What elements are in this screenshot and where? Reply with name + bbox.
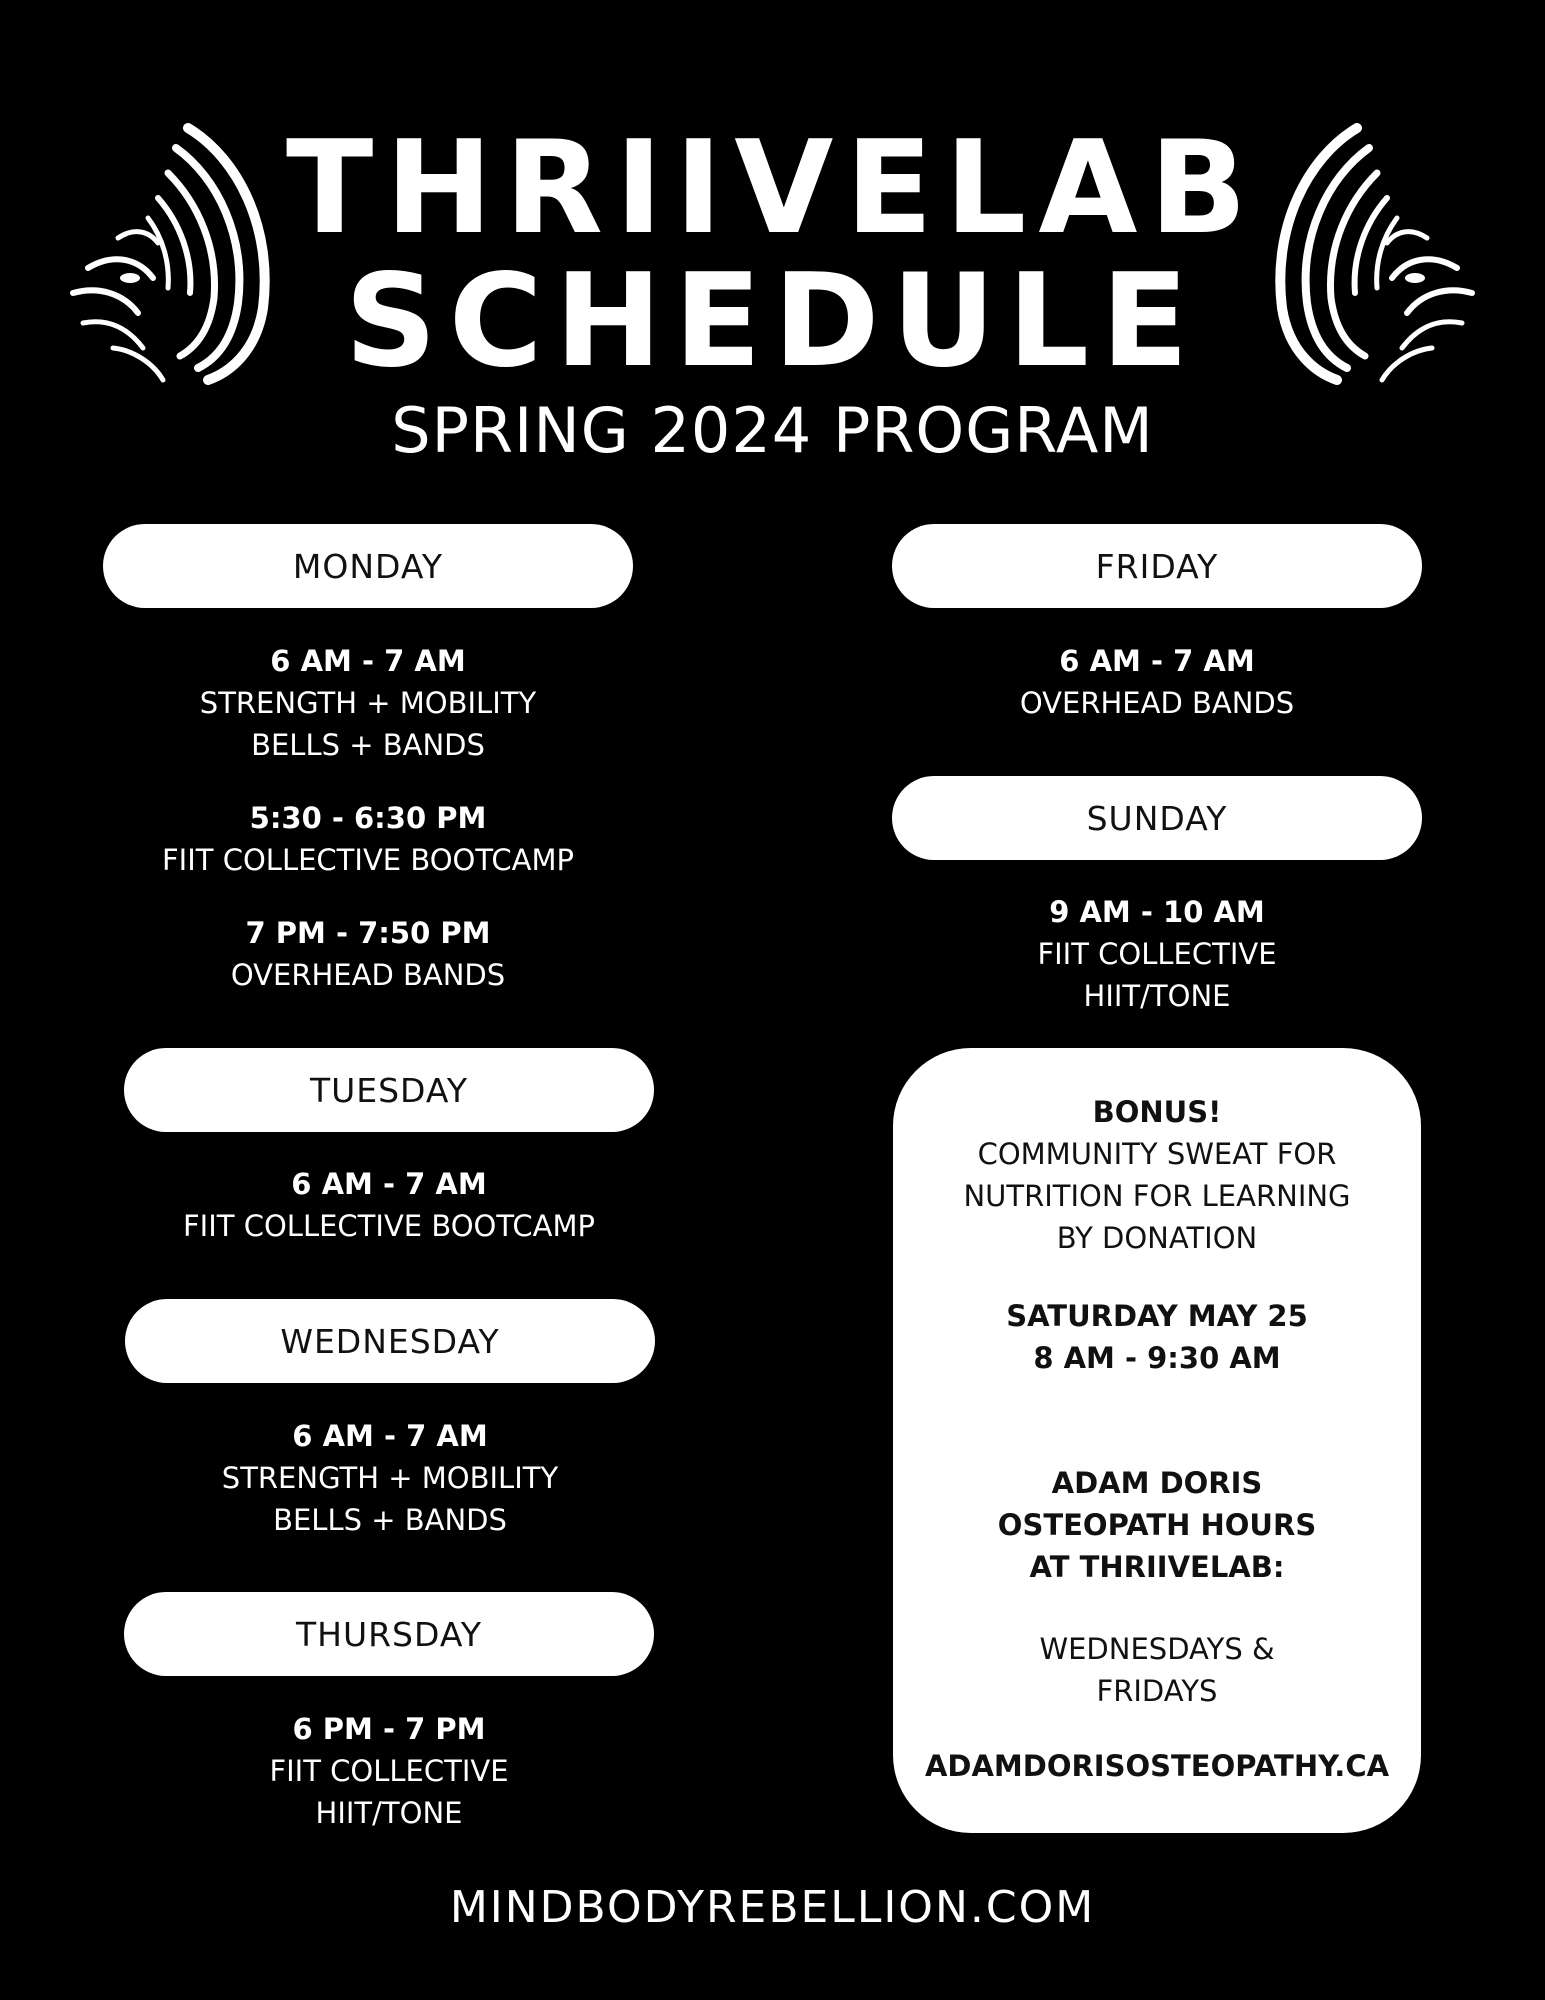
session-line: FIIT COLLECTIVE bbox=[1037, 937, 1277, 971]
session-line: BELLS + BANDS bbox=[251, 728, 485, 762]
bonus-event-time: 8 AM - 9:30 AM bbox=[1033, 1341, 1281, 1375]
session-line: BELLS + BANDS bbox=[273, 1503, 507, 1537]
session-line: FIIT COLLECTIVE BOOTCAMP bbox=[183, 1209, 595, 1243]
osteo-days-line: WEDNESDAYS & bbox=[1039, 1632, 1275, 1666]
session-line: FIIT COLLECTIVE bbox=[269, 1754, 509, 1788]
day-label: TUESDAY bbox=[309, 1070, 469, 1110]
title-line-1: THRIIVELAB bbox=[286, 114, 1259, 263]
day-label: FRIDAY bbox=[1095, 546, 1219, 586]
bonus-line: NUTRITION FOR LEARNING bbox=[963, 1179, 1351, 1213]
subtitle: SPRING 2024 PROGRAM bbox=[391, 394, 1154, 467]
day-pill-sunday bbox=[892, 776, 1422, 860]
title-line-2: SCHEDULE bbox=[344, 247, 1201, 396]
session-time: 9 AM - 10 AM bbox=[1049, 895, 1265, 929]
session bbox=[125, 1415, 655, 1541]
osteo-website-link[interactable]: ADAMDORISOSTEOPATHY.CA bbox=[924, 1749, 1390, 1783]
bonus-card bbox=[893, 1048, 1421, 1833]
session-line: OVERHEAD BANDS bbox=[1019, 686, 1295, 720]
osteo-heading-line: AT THRIIVELAB: bbox=[1029, 1550, 1285, 1584]
osteo-heading-line: ADAM DORIS bbox=[1051, 1466, 1263, 1500]
bonus-event bbox=[893, 1295, 1421, 1379]
session bbox=[892, 891, 1422, 1017]
day-pill-friday bbox=[892, 524, 1422, 608]
osteo-days bbox=[893, 1628, 1421, 1712]
session-line: HIIT/TONE bbox=[1083, 979, 1231, 1013]
session-line: STRENGTH + MOBILITY bbox=[221, 1461, 559, 1495]
osteo-days-line: FRIDAYS bbox=[1096, 1674, 1218, 1708]
session-line: STRENGTH + MOBILITY bbox=[199, 686, 537, 720]
session-time: 6 AM - 7 AM bbox=[291, 1167, 487, 1201]
footer-website[interactable]: MINDBODYREBELLION.COM bbox=[449, 1882, 1096, 1933]
session-line: HIIT/TONE bbox=[315, 1796, 463, 1830]
session bbox=[103, 797, 633, 881]
bonus-line: BY DONATION bbox=[1056, 1221, 1258, 1255]
day-label: WEDNESDAY bbox=[280, 1321, 500, 1361]
session-time: 6 PM - 7 PM bbox=[292, 1712, 486, 1746]
day-pill-monday bbox=[103, 524, 633, 608]
session-line: OVERHEAD BANDS bbox=[230, 958, 506, 992]
session-line: FIIT COLLECTIVE BOOTCAMP bbox=[162, 843, 574, 877]
osteo-website[interactable] bbox=[893, 1745, 1421, 1787]
session bbox=[892, 640, 1422, 724]
bonus-line: COMMUNITY SWEAT FOR bbox=[977, 1137, 1337, 1171]
session bbox=[124, 1708, 654, 1834]
session-time: 6 AM - 7 AM bbox=[1059, 644, 1255, 678]
session bbox=[103, 640, 633, 766]
day-pill-tuesday bbox=[124, 1048, 654, 1132]
day-label: SUNDAY bbox=[1086, 798, 1228, 838]
session-time: 6 AM - 7 AM bbox=[292, 1419, 488, 1453]
session-time: 7 PM - 7:50 PM bbox=[245, 916, 491, 950]
session-time: 6 AM - 7 AM bbox=[270, 644, 466, 678]
session bbox=[103, 912, 633, 996]
bonus-description bbox=[893, 1091, 1421, 1259]
session bbox=[124, 1163, 654, 1247]
day-pill-thursday bbox=[124, 1592, 654, 1676]
bonus-event-date: SATURDAY MAY 25 bbox=[1006, 1299, 1308, 1333]
osteo-heading bbox=[893, 1462, 1421, 1588]
session-time: 5:30 - 6:30 PM bbox=[249, 801, 487, 835]
day-label: THURSDAY bbox=[295, 1614, 482, 1654]
bonus-heading: BONUS! bbox=[1092, 1095, 1222, 1129]
day-pill-wednesday bbox=[125, 1299, 655, 1383]
osteo-heading-line: OSTEOPATH HOURS bbox=[997, 1508, 1317, 1542]
day-label: MONDAY bbox=[292, 546, 444, 586]
